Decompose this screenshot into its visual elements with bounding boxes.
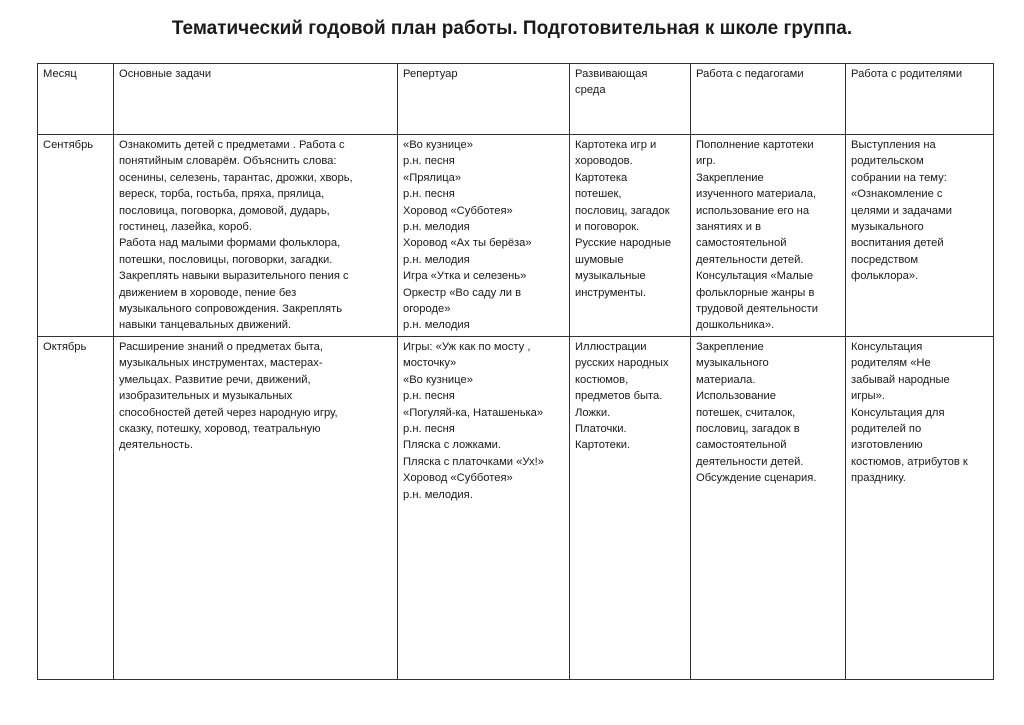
month-cell: Сентябрь (38, 135, 114, 337)
cell-text-line: потешек, (575, 188, 622, 201)
teachers-cell (691, 336, 846, 679)
cell-text-line: деятельности детей. (696, 253, 804, 266)
cell-text-line: Русские народные (575, 237, 672, 250)
cell-text-line: дошкольника». (696, 319, 775, 332)
cell-text-line: р.н. мелодия. (403, 488, 473, 501)
header-repertoire: Репертуар (398, 64, 570, 135)
cell-text-line: Игры: «Уж как по мосту , (403, 340, 531, 353)
tasks-cell (114, 135, 398, 337)
table-row (38, 336, 994, 679)
header-environment-line: среда (575, 84, 606, 97)
cell-text-line: Хоровод «Субботея» (403, 472, 513, 485)
cell-text-line: «Во кузнице» (403, 139, 473, 151)
cell-text-line: собрании на тему: (851, 171, 947, 184)
cell-text-line: деятельность. (119, 439, 194, 452)
cell-text-line: р.н. песня (403, 188, 455, 201)
cell-text-line: Пляска с платочками «Ух!» (403, 455, 544, 468)
cell-text-line: посредством (851, 253, 919, 266)
cell-text-line: р.н. мелодия (403, 319, 470, 332)
cell-text-line: воспитания детей (851, 237, 944, 250)
cell-text-line: Закрепление (696, 340, 764, 353)
cell-text-line: целями и задачами (851, 204, 952, 217)
cell-text-line: изученного материала, (696, 188, 817, 201)
tasks-cell (114, 336, 398, 679)
table-row (38, 135, 994, 337)
parents-cell (846, 135, 994, 337)
cell-text-line: занятиях и в (696, 221, 762, 234)
cell-text-line: способностей детей через народную игру, (119, 406, 338, 419)
cell-text-line: родительском (851, 155, 924, 168)
cell-text-line: пословица, поговорка, домовой, дударь, (119, 204, 330, 217)
cell-text-line: хороводов. (575, 155, 633, 168)
cell-text-line: игры». (851, 390, 885, 403)
cell-text-line: Консультация для (851, 406, 945, 419)
cell-text-line: Оркестр «Во саду ли в (403, 286, 522, 299)
cell-text-line: трудовой деятельности (696, 303, 818, 316)
cell-text-line: Выступления на (851, 139, 936, 151)
header-parents: Работа с родителями (846, 64, 994, 135)
cell-text-line: костюмов, атрибутов к (851, 455, 968, 468)
cell-text-line: пословиц, загадок в (696, 422, 800, 435)
cell-text-line: р.н. песня (403, 422, 455, 435)
cell-text-line: Иллюстрации (575, 340, 647, 353)
cell-text-line: музыкальных инструментах, мастерах- (119, 357, 323, 370)
cell-text-line: и поговорок. (575, 221, 640, 234)
parents-cell (846, 336, 994, 679)
cell-text-line: Пополнение картотеки (696, 139, 814, 151)
plan-table (37, 63, 994, 680)
header-environment (570, 64, 691, 135)
cell-text-line: Ложки. (575, 406, 611, 419)
cell-text-line: предметов быта. (575, 390, 663, 403)
cell-text-line: Игра «Утка и селезень» (403, 270, 527, 283)
cell-text-line: Картотека игр и (575, 139, 657, 151)
environment-cell (570, 336, 691, 679)
cell-text-line: Картотека (575, 171, 628, 184)
cell-text-line: костюмов, (575, 373, 629, 386)
cell-text-line: Платочки. (575, 422, 627, 435)
cell-text-line: деятельности детей. (696, 455, 804, 468)
cell-text-line: музыкального (851, 221, 924, 234)
cell-text-line: Использование (696, 390, 776, 403)
cell-text-line: сказку, потешку, хоровод, театральную (119, 422, 321, 435)
repertoire-cell (398, 336, 570, 679)
cell-text-line: родителей по (851, 422, 922, 435)
header-tasks: Основные задачи (114, 64, 398, 135)
repertoire-cell (398, 135, 570, 337)
cell-text-line: умельцах. Развитие речи, движений, (119, 373, 311, 386)
cell-text-line: шумовые (575, 253, 624, 266)
cell-text-line: Консультация «Малые (696, 270, 814, 283)
cell-text-line: «Погуляй-ка, Наташенька» (403, 406, 544, 419)
cell-text-line: изготовлению (851, 439, 923, 452)
cell-text-line: потешки, пословицы, поговорки, загадки. (119, 253, 333, 266)
cell-text-line: огороде» (403, 303, 451, 316)
cell-text-line: понятийным словарём. Объяснить слова: (119, 155, 337, 168)
cell-text-line: Картотеки. (575, 439, 631, 452)
cell-text-line: празднику. (851, 472, 906, 485)
cell-text-line: фольклора». (851, 270, 919, 283)
header-environment-line: Развивающая (575, 68, 648, 80)
cell-text-line: русских народных (575, 357, 669, 370)
cell-text-line: забывай народные (851, 373, 950, 386)
cell-text-line: гостинец, лазейка, короб. (119, 221, 252, 234)
cell-text-line: «Прялица» (403, 171, 462, 184)
cell-text-line: навыки танцевальных движений. (119, 319, 292, 332)
cell-text-line: материала. (696, 373, 756, 386)
cell-text-line: Хоровод «Субботея» (403, 204, 513, 217)
cell-text-line: музыкального сопровождения. Закреплять (119, 303, 343, 316)
cell-text-line: р.н. песня (403, 155, 455, 168)
cell-text-line: движением в хороводе, пение без (119, 286, 297, 299)
table-header-row (38, 64, 994, 135)
cell-text-line: Обсуждение сценария. (696, 472, 817, 485)
environment-cell (570, 135, 691, 337)
cell-text-line: пословиц, загадок (575, 204, 670, 217)
cell-text-line: Ознакомить детей с предметами . Работа с (119, 139, 345, 151)
cell-text-line: музыкального (696, 357, 769, 370)
month-cell: Октябрь (38, 336, 114, 679)
cell-text-line: игр. (696, 155, 716, 168)
header-teachers: Работа с педагогами (691, 64, 846, 135)
cell-text-line: музыкальные (575, 270, 646, 283)
cell-text-line: Расширение знаний о предметах быта, (119, 340, 324, 353)
cell-text-line: «Ознакомление с (851, 188, 943, 201)
cell-text-line: Работа над малыми формами фольклора, (119, 237, 341, 250)
cell-text-line: Пляска с ложками. (403, 439, 502, 452)
cell-text-line: самостоятельной (696, 237, 787, 250)
cell-text-line: потешек, считалок, (696, 406, 796, 419)
cell-text-line: мосточку» (403, 357, 457, 370)
cell-text-line: р.н. мелодия (403, 253, 470, 266)
cell-text-line: самостоятельной (696, 439, 787, 452)
cell-text-line: Закрепление (696, 171, 764, 184)
cell-text-line: Закреплять навыки выразительного пения с (119, 270, 349, 283)
cell-text-line: р.н. мелодия (403, 221, 470, 234)
teachers-cell (691, 135, 846, 337)
header-month: Месяц (38, 64, 114, 135)
cell-text-line: изобразительных и музыкальных (119, 390, 293, 403)
cell-text-line: родителям «Не (851, 357, 931, 370)
cell-text-line: «Во кузнице» (403, 373, 473, 386)
cell-text-line: Консультация (851, 340, 923, 353)
cell-text-line: фольклорные жанры в (696, 286, 815, 299)
page-title: Тематический годовой план работы. Подготовительная к школе группа. (171, 18, 853, 39)
cell-text-line: Хоровод «Ах ты берёза» (403, 237, 532, 250)
cell-text-line: инструменты. (575, 286, 647, 299)
cell-text-line: вереск, торба, гостьба, пряха, прялица, (119, 188, 325, 201)
cell-text-line: использование его на (696, 204, 810, 217)
cell-text-line: р.н. песня (403, 390, 455, 403)
cell-text-line: осенины, селезень, тарантас, дрожки, хворь, (119, 171, 353, 184)
